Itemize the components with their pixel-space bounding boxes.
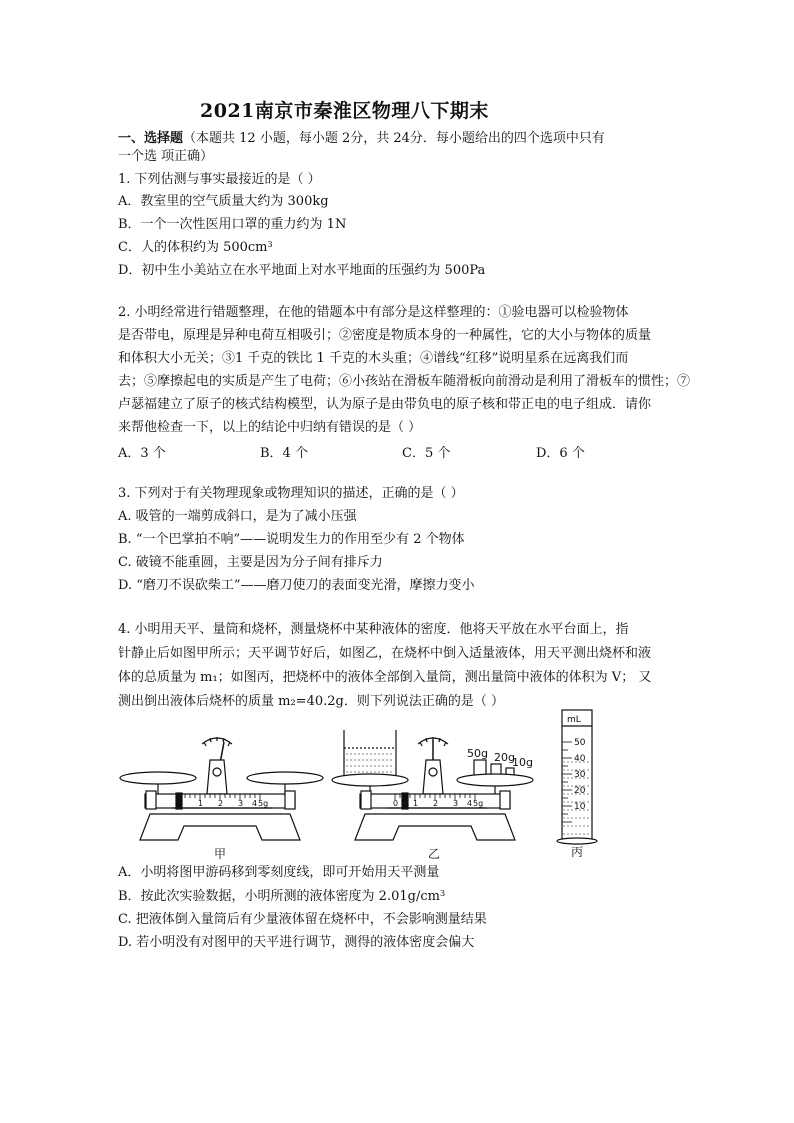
- q2-line-5: 卢瑟福建立了原子的核式结构模型，认为原子是由带负电的原子核和带正电的电子组成．请你: [118, 397, 652, 412]
- q4-option-b-sup: 3: [439, 889, 446, 898]
- q1-option-c-text: C．人的体积约为 500cm: [118, 240, 268, 255]
- right-pan-icon: [457, 774, 533, 786]
- q1-option-a: A．教室里的空气质量大约为 300kg: [118, 194, 329, 209]
- q4-option-d: D. 若小明没有对图甲的天平进行调节，测得的液体密度会偏大: [118, 935, 475, 950]
- cylinder-tick-label: 10: [574, 802, 586, 812]
- section-heading: 一、选择题: [118, 131, 184, 146]
- q4-line-1: 4. 小明用天平、量筒和烧杯，测量烧杯中某种液体的密度．他将天平放在水平台面上，指: [118, 622, 629, 637]
- cylinder-unit: mL: [567, 715, 581, 725]
- section-heading-line: [118, 130, 605, 148]
- figure-label-bing: 丙: [571, 845, 584, 859]
- left-pan-icon: [332, 774, 408, 786]
- balance-jia: [120, 737, 323, 840]
- q4-option-c: C. 把液体倒入量筒后有少量液体留在烧杯中，不会影响测量结果: [118, 912, 487, 927]
- base-icon: [355, 814, 515, 840]
- scale-tick-label: 0: [178, 799, 184, 808]
- q4-option-b: [118, 888, 445, 906]
- scale-tick-label: 0: [393, 799, 399, 808]
- cylinder-tick-label: 20: [574, 786, 586, 796]
- q3-option-c: C. 破镜不能重圆，主要是因为分子间有排斥力: [118, 555, 383, 570]
- balance-figure: [0, 700, 794, 870]
- q4-line-2: 针静止后如图甲所示；天平调节好后，如图乙，在烧杯中倒入适量液体，用天平测出烧杯和液: [118, 646, 652, 661]
- scale-tick-label: 5g: [258, 799, 269, 808]
- q4-line-3: 体的总质量为 m₁；如图丙，把烧杯中的液体全部倒入量筒，测出量筒中液体的体积为 V； 又: [118, 670, 652, 685]
- weight-label: 10g: [512, 756, 533, 769]
- weight-label: 50g: [467, 747, 488, 760]
- q3-stem: 3. 下列对于有关物理现象或物理知识的描述，正确的是（ ）: [118, 486, 464, 501]
- q3-option-b: B. “一个巴掌拍不响”——说明发生力的作用至少有 2 个物体: [118, 532, 465, 547]
- q2-option-b: B．4 个: [260, 446, 308, 461]
- figure-label-yi: 乙: [428, 847, 441, 861]
- scale-tick-label: 3: [453, 799, 459, 808]
- scale-tick-label: 2: [218, 799, 224, 808]
- scale-tick-label: 2: [433, 799, 439, 808]
- base-icon: [140, 814, 300, 840]
- weight-label: 20g: [494, 751, 515, 764]
- q1-option-c: [118, 239, 273, 257]
- q2-line-6: 来帮他检查一下，以上的结论中归纳有错误的是（ ）: [118, 420, 422, 435]
- balance-yi: [332, 730, 533, 840]
- q2-option-d: D．6 个: [536, 446, 585, 461]
- cylinder-tick-label: 30: [574, 770, 586, 780]
- cylinder-tick-label: 40: [574, 754, 586, 764]
- q2-option-c: C．5 个: [402, 446, 451, 461]
- rider-icon: [402, 793, 408, 809]
- q2-option-a: A．3 个: [118, 446, 166, 461]
- scale-tick-label: 1: [413, 799, 419, 808]
- page-title: 2021南京市秦淮区物理八下期末: [200, 100, 489, 122]
- weight-50g-icon: [474, 760, 486, 776]
- left-pan-icon: [120, 772, 196, 784]
- q3-option-d: D. “磨刀不误砍柴工”——磨刀使刀的表面变光滑，摩擦力变小: [118, 578, 475, 593]
- figure-label-jia: 甲: [214, 847, 227, 861]
- scale-tick-label: 4: [252, 799, 258, 808]
- section-intro-cont: 一个选 项正确）: [118, 149, 214, 164]
- q2-line-1: 2. 小明经常进行错题整理，在他的错题本中有部分是这样整理的：①验电器可以检验物体: [118, 305, 629, 320]
- q4-line-4: 测出倒出液体后烧杯的质量 m₂=40.2g．则下列说法正确的是（ ）: [118, 694, 504, 709]
- q1-option-b: B．一个一次性医用口罩的重力约为 1N: [118, 217, 347, 232]
- right-pan-icon: [247, 772, 323, 784]
- q2-line-2: 是否带电，原理是异种电荷互相吸引；②密度是物质本身的一种属性，它的大小与物体的质量: [118, 328, 652, 343]
- q2-line-3: 和体积大小无关；③1 千克的铁比 1 千克的木头重；④谱线“红移”说明星系在远离我们而: [118, 351, 629, 366]
- beaker-icon: [344, 730, 396, 776]
- q1-option-d: D．初中生小美站立在水平地面上对水平地面的压强约为 500Pa: [118, 263, 486, 278]
- q4-option-a: A．小明将图甲游码移到零刻度线，即可开始用天平测量: [118, 865, 440, 880]
- scale-tick-label: 5g: [473, 799, 484, 808]
- scale-tick-label: 3: [238, 799, 244, 808]
- cylinder-tick-label: 50: [574, 738, 586, 748]
- scale-tick-label: 4: [467, 799, 473, 808]
- section-intro: （本题共 12 小题，每小题 2分，共 24分．每小题给出的四个选项中只有: [183, 131, 605, 146]
- q1-option-c-sup: 3: [267, 240, 273, 249]
- q4-option-b-text: B．按此次实验数据，小明所测的液体密度为 2.01g/cm: [118, 889, 440, 904]
- q2-line-4: 去；⑤摩擦起电的实质是产生了电荷；⑥小孩站在滑板车随滑板向前滑动是利用了滑板车的惯性；⑦: [118, 374, 691, 389]
- q1-stem: 1. 下列估测与事实最接近的是（ ）: [118, 172, 321, 187]
- scale-tick-label: 1: [198, 799, 204, 808]
- q3-option-a: A. 吸管的一端剪成斜口，是为了减小压强: [118, 509, 357, 524]
